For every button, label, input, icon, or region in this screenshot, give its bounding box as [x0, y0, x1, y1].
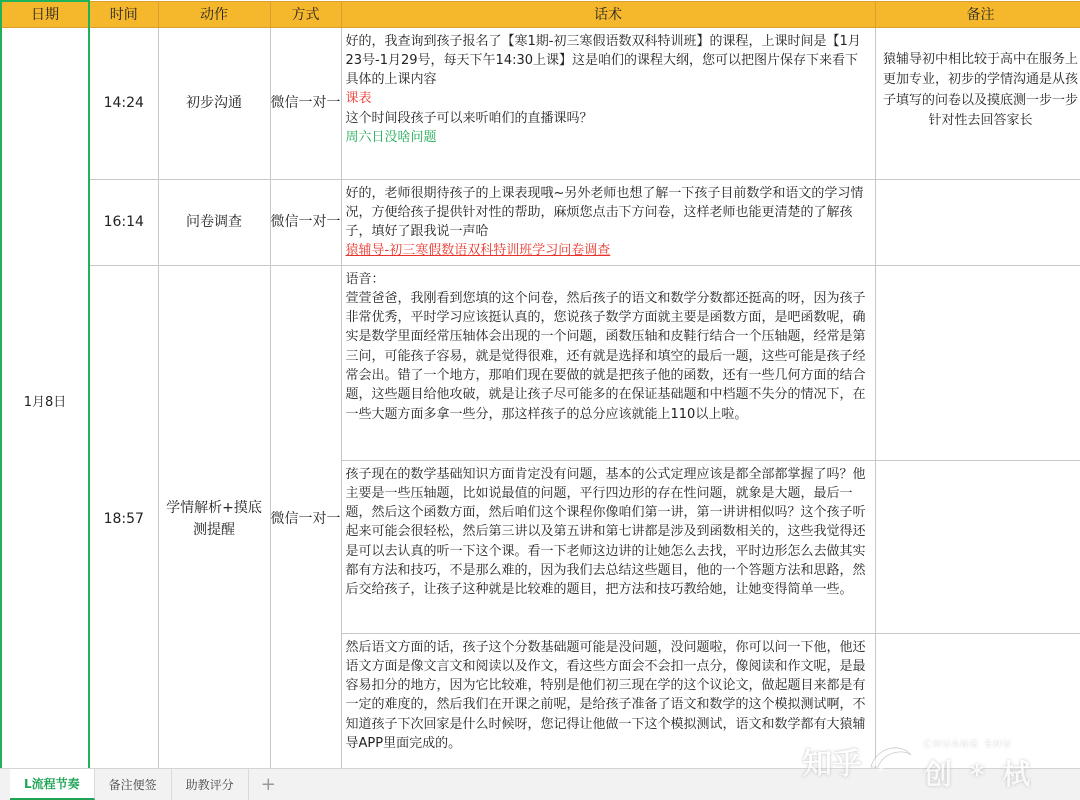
method-cell[interactable]: 微信一对一	[270, 265, 341, 768]
script-cell[interactable]: 然后语文方面的话，孩子这个分数基础题可能是没问题，没问题啦，你可以问一下他，他还语文方面是像文言文和阅读以及作文，看这些方面会不会扣一点分，像阅读和作文呢，是最容易扣分的地方，因为它比较难，特别是他们初三现在学的这个议论文，做起题目来都是有一定的难度的，然后我们在开课之前呢，是给孩子准备了语文和数学的这个模拟测试啊，不知道孩子下次回家是什么时候呀，您记得让他做一下这个模拟测试，语文和数学都有大猿辅导APP里面完成的。	[341, 633, 875, 768]
remark-cell[interactable]	[875, 179, 1080, 265]
table-row	[1, 179, 1080, 265]
remark-cell[interactable]	[875, 633, 1080, 768]
script-line: 这个时间段孩子可以来听咱们的直播课吗？	[345, 110, 593, 126]
method-cell[interactable]: 微信一对一	[270, 179, 341, 265]
remark-cell[interactable]	[875, 265, 1080, 460]
header-row	[1, 1, 1080, 27]
watermark-cn: 创 * 栻	[924, 758, 1035, 791]
time-cell[interactable]: 18:57	[89, 265, 158, 768]
add-sheet-icon[interactable]: +	[260, 774, 276, 795]
script-line-green: 周六日没啥问题	[345, 129, 437, 145]
script-cell[interactable]: 孩子现在的数学基础知识方面肯定没有问题，基本的公式定理应该是都全部都掌握了吗？他主要是一些压轴题，比如说最值的问题，平行四边形的存在性问题，就象是大题，最后一题，然后这个函数方面，然后咱们这个课程你像咱们第一讲，第一讲讲相似吗？这个孩子听起来可能会很轻松，然后第三讲以及第五讲和第七讲都是涉及到函数相关的，这些我觉得还是可以去认真的听一下这个课。看一下老师这边讲的让她怎么去找，平时边形怎么去做其实都有方法和技巧，不是那么难的，因为我们去总结这些题目，他的一个答题方法和思路，然后交给孩子，让孩子这种就是比较难的题目，把方法和技巧教给她，让她变得简单一些。	[341, 460, 875, 633]
script-line: 好的，老师很期待孩子的上课表现哦~另外老师也想了解一下孩子目前数学和语文的学习情况，方便给孩子提供针对性的帮助，麻烦您点击下方问卷，这样老师也能更清楚的了解孩子，填好了跟我说一声哈	[345, 185, 864, 240]
watermark-zhihu: 知乎	[802, 747, 862, 782]
remark-cell[interactable]	[875, 27, 1080, 179]
action-cell[interactable]: 学情解析+摸底测提醒	[158, 265, 270, 768]
header-method[interactable]: 方式	[270, 1, 341, 27]
script-cell[interactable]: 语音： 萱萱爸爸，我刚看到您填的这个问卷，然后孩子的语文和数学分数都还挺高的呀，因为孩子非常优秀，平时学习应该挺认真的，您说孩子数学方面就主要是函数方面，是吧函数呢，确实是数学里面经常压轴体会出现的一个问题，函数压轴和皮鞋行结合一个压轴题，经常是第三问，可能孩子容易，就是觉得很难，还有就是选择和填空的最后一题，这些可能是孩子经常会出。错了一个地方，那咱们现在要做的就是把孩子他的函数，还有一些几何方面的结合题，这些题目给他攻破，就是让孩子尽可能多的在保证基础题和中档题不失分的情况下，在一些大题方面多拿一些分，那这样孩子的总分应该就能上110以上啦。	[341, 265, 875, 460]
tab-notes[interactable]: 备注便签	[95, 769, 172, 800]
header-action[interactable]: 动作	[158, 1, 270, 27]
table-row	[1, 265, 1080, 460]
action-cell[interactable]: 初步沟通	[158, 27, 270, 179]
watermark-en: CHUANG SHU	[924, 739, 1013, 750]
script-line-red: 课表	[345, 91, 372, 107]
method-cell[interactable]: 微信一对一	[270, 27, 341, 179]
remark-text: 猿辅导初中相比较于高中在服务上更加专业，初步的学情沟通是从孩子填写的问卷以及摸底测一步一步针对性去回答家长	[882, 51, 1078, 128]
tab-flow-rhythm[interactable]: L流程节奏	[10, 769, 95, 800]
header-remark[interactable]: 备注	[875, 1, 1080, 27]
table-row	[1, 27, 1080, 179]
script-line: 好的，我查询到孩子报名了【寒1期-初三寒假语数双科特训班】的课程，上课时间是【1月23号-1月29号，每天下午14:30上课】这是咱们的课程大纲，您可以把图片保存下来看下具体的上课内容	[345, 33, 861, 88]
questionnaire-link[interactable]: 猿辅导-初三寒假数语双科特训班学习问卷调查	[345, 243, 611, 259]
script-cell[interactable]	[341, 179, 875, 265]
script-cell[interactable]	[341, 27, 875, 179]
time-cell[interactable]: 16:14	[89, 179, 158, 265]
header-time[interactable]: 时间	[89, 1, 158, 27]
tab-assistant-score[interactable]: 助教评分	[172, 769, 249, 800]
header-script[interactable]: 话术	[341, 1, 875, 27]
date-cell[interactable]: 1月8日	[1, 27, 89, 768]
time-cell[interactable]: 14:24	[89, 27, 158, 179]
header-date[interactable]: 日期	[1, 1, 89, 27]
remark-cell[interactable]	[875, 460, 1080, 633]
action-cell[interactable]: 问卷调查	[158, 179, 270, 265]
sheet-tab-bar	[0, 768, 1080, 800]
